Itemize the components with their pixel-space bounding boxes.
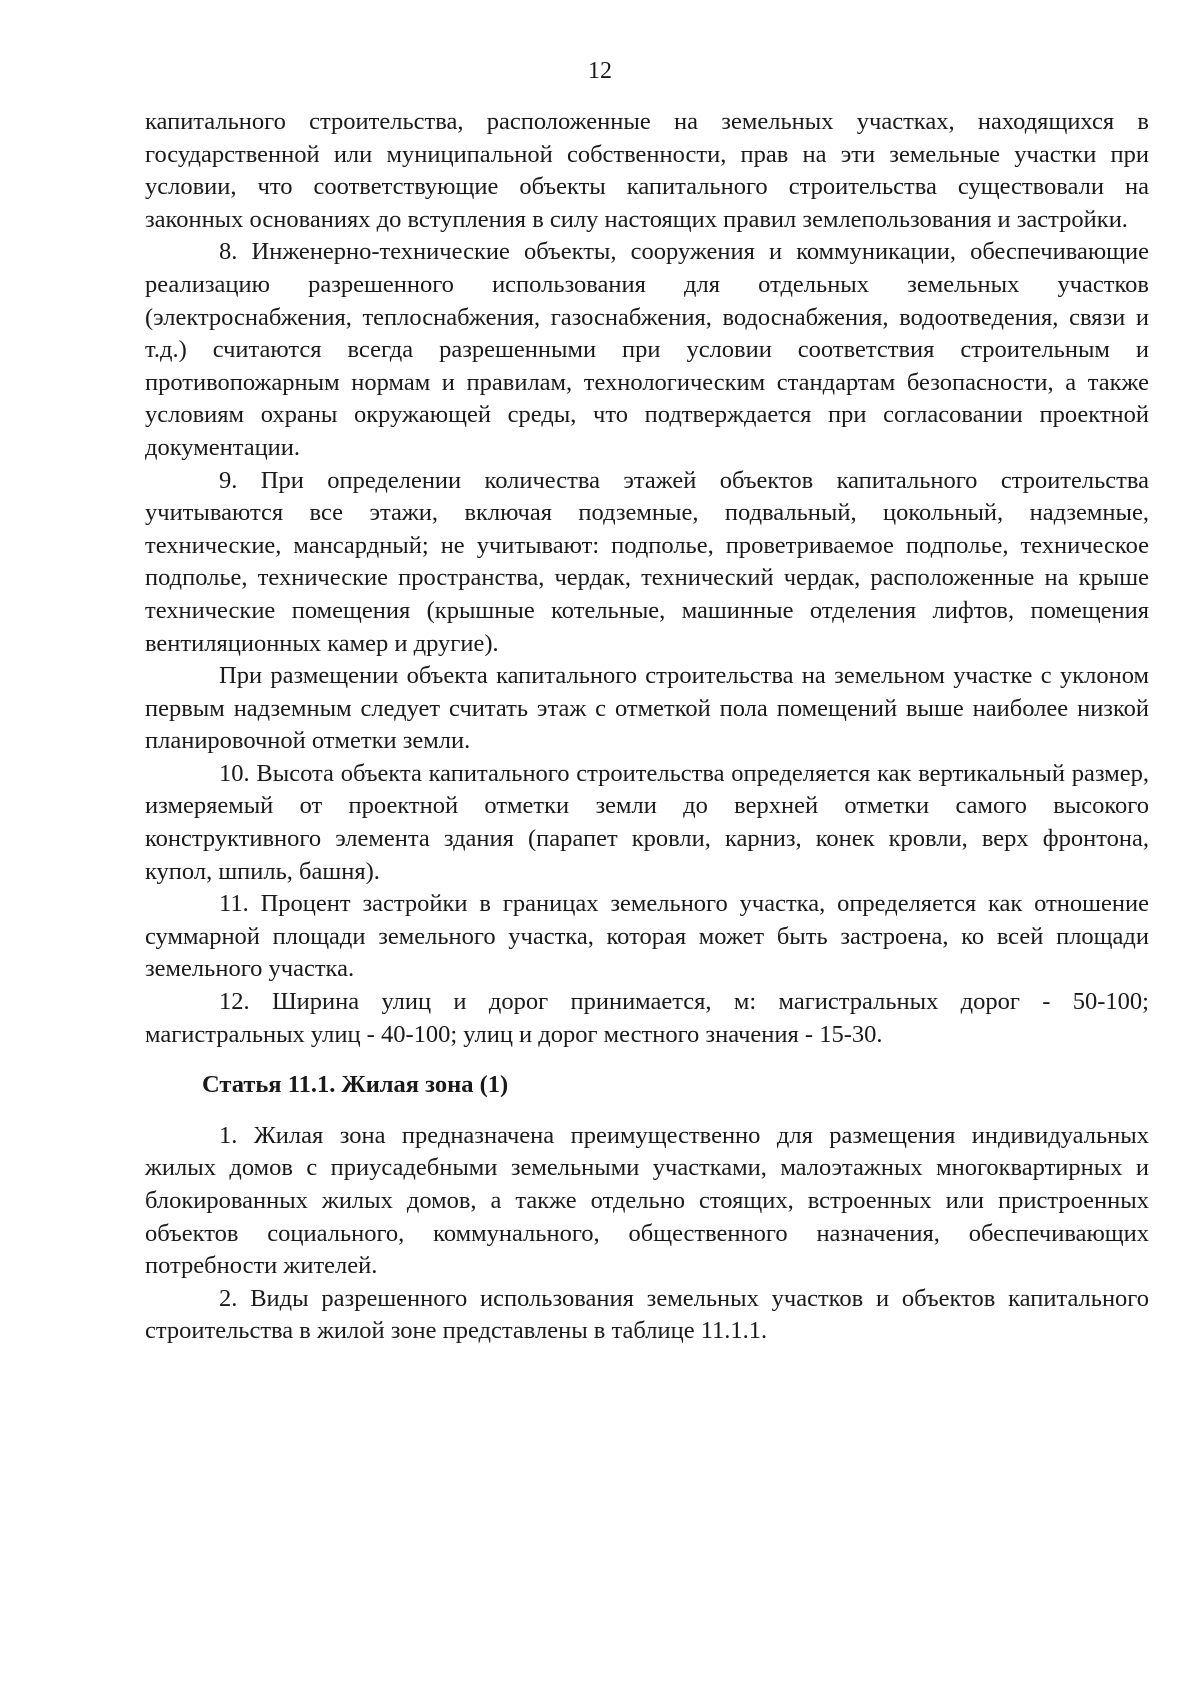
- paragraph-item-9: 9. При определении количества этажей объектов капитального строительства учитываются все этажи, включая подземные, подвальный, цокольный, надземные, технические, мансардный; не учитывают: подполье, проветриваемое подполье, техническое подполье, технические пространства, чердак, технический чердак, расположенные на крыше технические помещения (крышные котельные, машинные отделения лифтов, помещения вентиляционных камер и другие).: [145, 466, 1149, 657]
- paragraph-item-12: 12. Ширина улиц и дорог принимается, м: магистральных дорог - 50-100; магистральных улиц - 40-100; улиц и дорог местного значения - 15-30.: [145, 988, 1149, 1048]
- page-number: 12: [588, 58, 612, 84]
- paragraph-continuation: капитального строительства, расположенные на земельных участках, находящихся в государственной или муниципальной собственности, прав на эти земельные участки при условии, что соответствующие объекты капитального строительства существовали на законных основаниях до вступления в силу настоящих правил землепользования и застройки.: [145, 108, 1149, 233]
- article-heading: Статья 11.1. Жилая зона (1): [202, 1071, 509, 1099]
- paragraph-item-9-note: При размещении объекта капитального строительства на земельном участке с уклоном первым надземным следует считать этаж с отметкой пола помещений выше наиболее низкой планировочной отметки земли.: [145, 662, 1149, 755]
- document-body: [145, 106, 1149, 1348]
- paragraph-item-11: 11. Процент застройки в границах земельного участка, определяется как отношение суммарной площади земельного участка, которая может быть застроена, ко всей площади земельного участка.: [145, 890, 1149, 983]
- paragraph-item-10: 10. Высота объекта капитального строительства определяется как вертикальный размер, измеряемый от проектной отметки земли до верхней отметки самого высокого конструктивного элемента здания (парапет кровли, карниз, конек кровли, верх фронтона, купол, шпиль, башня).: [145, 759, 1149, 885]
- article-heading-block: [145, 1069, 1149, 1102]
- paragraph-zone-item-2: 2. Виды разрешенного использования земельных участков и объектов капитального строительства в жилой зоне представлены в таблице 11.1.1.: [145, 1284, 1149, 1345]
- paragraph-zone-item-1: 1. Жилая зона предназначена преимущественно для размещения индивидуальных жилых домов с приусадебными земельными участками, малоэтажных многоквартирных и блокированных жилых домов, а также отдельно стоящих, встроенных или пристроенных объектов социального, коммунального, общественного назначения, обеспечивающих потребности жителей.: [145, 1121, 1149, 1280]
- paragraph-item-8: 8. Инженерно-технические объекты, сооружения и коммуникации, обеспечивающие реализацию разрешенного использования для отдельных земельных участков (электроснабжения, теплоснабжения, газоснабжения, водоснабжения, водоотведения, связи и т.д.) считаются всегда разрешенными при условии соответствия строительным и противопожарным нормам и правилам, технологическим стандартам безопасности, а также условиям охраны окружающей среды, что подтверждается при согласовании проектной документации.: [145, 238, 1149, 461]
